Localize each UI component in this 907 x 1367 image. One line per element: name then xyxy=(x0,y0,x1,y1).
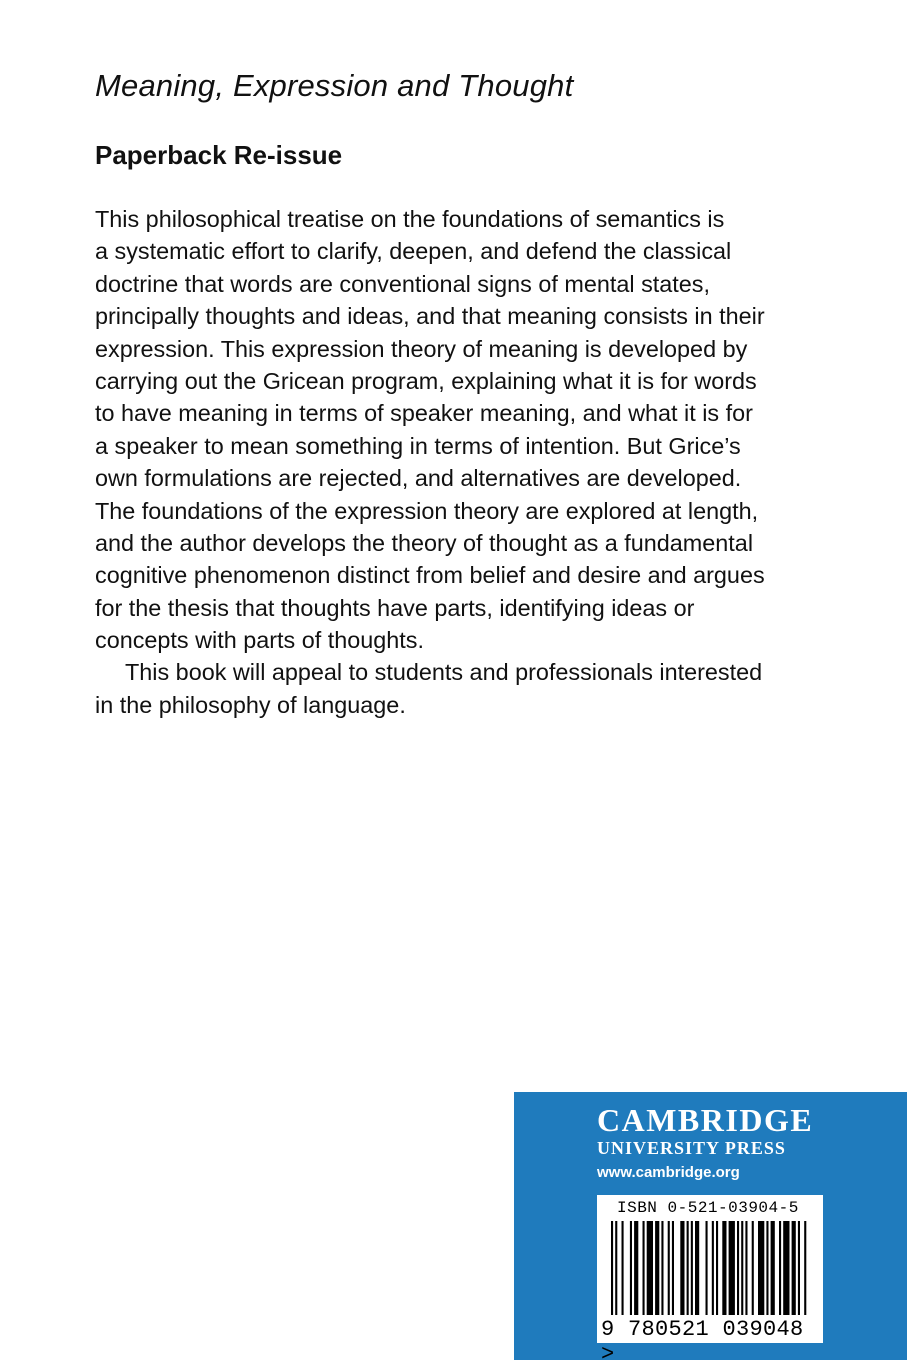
blurb-line: This philosophical treatise on the foundations of semantics is xyxy=(95,206,725,232)
publisher-subname: UNIVERSITY PRESS xyxy=(597,1138,786,1158)
edition-heading: Paperback Re-issue xyxy=(95,140,343,170)
isbn-text: ISBN 0-521-03904-5 xyxy=(617,1199,799,1217)
blurb-line: own formulations are rejected, and alternatives are developed. xyxy=(95,465,742,492)
book-title: Meaning, Expression and Thought xyxy=(95,68,574,103)
ean-digits: 9 780521 039048 > xyxy=(601,1317,804,1367)
blurb-line: principally thoughts and ideas, and that meaning consists in their xyxy=(95,303,765,330)
blurb-line: and the author develops the theory of thought as a fundamental xyxy=(95,529,754,556)
publisher-website: www.cambridge.org xyxy=(597,1164,740,1181)
barcode-label xyxy=(597,1195,823,1367)
blurb-line: doctrine that words are conventional signs of mental states, xyxy=(95,270,710,297)
blurb-line: concepts with parts of thoughts. xyxy=(95,627,424,654)
blurb-line: a speaker to mean something in terms of intention. But Grice’s xyxy=(95,432,741,459)
blurb-line: a systematic effort to clarify, deepen, and defend the classical xyxy=(95,238,732,265)
publisher-panel xyxy=(514,1092,907,1367)
blurb-line: expression. This expression theory of meaning is developed by xyxy=(95,335,748,362)
publisher-name: CAMBRIDGE xyxy=(597,1102,814,1138)
blurb-line: This book will appeal to students and professionals interested xyxy=(125,659,763,686)
blurb-line: cognitive phenomenon distinct from belief and desire and argues xyxy=(95,562,765,589)
blurb-line: carrying out the Gricean program, explaining what it is for words xyxy=(95,367,757,394)
blurb-line: in the philosophy of language. xyxy=(95,691,406,718)
blurb-line: for the thesis that thoughts have parts, identifying ideas or xyxy=(95,594,695,621)
book-description xyxy=(95,203,855,721)
blurb-line: The foundations of the expression theory are explored at length, xyxy=(95,497,759,524)
blurb-line: to have meaning in terms of speaker meaning, and what it is for xyxy=(95,400,753,427)
